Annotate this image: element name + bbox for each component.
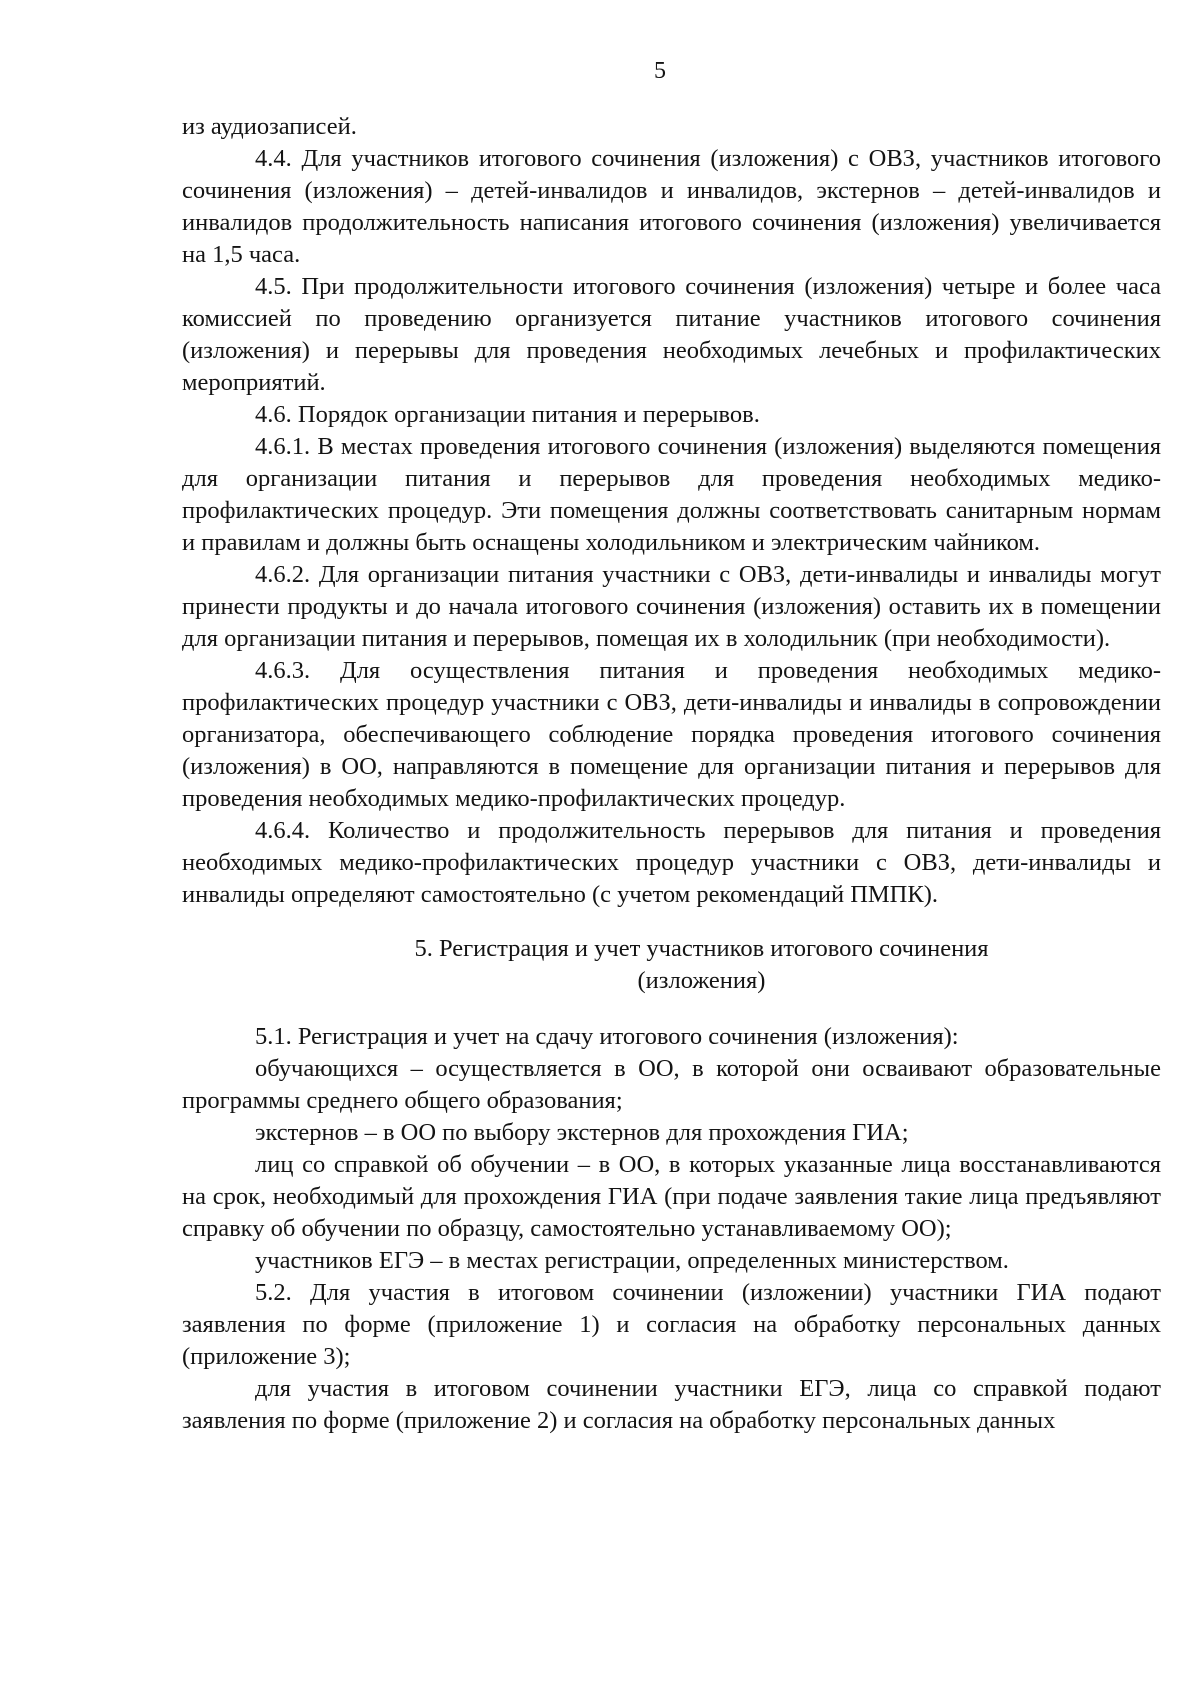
paragraph-4-6-2: 4.6.2. Для организации питания участники с ОВЗ, дети-инвалиды и инвалиды могут принести продукты и до начала итогового сочинения (изложения) оставить их в помещении для организации питания и перерывов, помещая их в холодильник (при необходимости).	[182, 561, 1161, 652]
paragraph-ege-application: для участия в итоговом сочинении участники ЕГЭ, лица со справкой подают заявления по форме (приложение 2) и согласия на обработку персональных данных	[182, 1375, 1161, 1434]
paragraph-5-1: 5.1. Регистрация и учет на сдачу итогового сочинения (изложения):	[255, 1023, 959, 1050]
page-number: 5	[654, 58, 666, 84]
paragraph-ege-participants: участников ЕГЭ – в местах регистрации, определенных министерством.	[255, 1247, 1009, 1274]
section-heading-line-2: (изложения)	[637, 967, 766, 994]
paragraph-4-6: 4.6. Порядок организации питания и перерывов.	[255, 401, 760, 428]
paragraph-certificate-holders: лиц со справкой об обучении – в ОО, в которых указанные лица восстанавливаются на срок, необходимый для прохождения ГИА (при подаче заявления такие лица предъявляют справку об обучении по образцу, самостоятельно устанавливаемому ОО);	[182, 1151, 1161, 1242]
paragraph-5-2: 5.2. Для участия в итоговом сочинении (изложении) участники ГИА подают заявления по форме (приложение 1) и согласия на обработку персональных данных (приложение 3);	[182, 1279, 1161, 1370]
paragraph-4-5: 4.5. При продолжительности итогового сочинения (изложения) четыре и более часа комиссией по проведению организуется питание участников итогового сочинения (изложения) и перерывы для проведения необходимых лечебных и профилактических мероприятий.	[182, 273, 1161, 396]
paragraph-continuation: из аудиозаписей.	[182, 113, 357, 140]
paragraph-4-6-4: 4.6.4. Количество и продолжительность перерывов для питания и проведения необходимых медико-профилактических процедур участники с ОВЗ, дети-инвалиды и инвалиды определяют самостоятельно (с учетом рекомендаций ПМПК).	[182, 817, 1161, 908]
paragraph-students: обучающихся – осуществляется в ОО, в которой они осваивают образовательные программы среднего общего образования;	[182, 1055, 1161, 1114]
section-heading-line-1: 5. Регистрация и учет участников итогового сочинения	[414, 935, 989, 962]
section-heading	[182, 933, 1161, 997]
paragraph-externs: экстернов – в ОО по выбору экстернов для прохождения ГИА;	[255, 1119, 909, 1146]
paragraph-4-4: 4.4. Для участников итогового сочинения (изложения) с ОВЗ, участников итогового сочинения (изложения) – детей-инвалидов и инвалидов, экстернов – детей-инвалидов и инвалидов продолжительность написания итогового сочинения (изложения) увеличивается на 1,5 часа.	[182, 145, 1161, 268]
paragraph-4-6-3: 4.6.3. Для осуществления питания и проведения необходимых медико-профилактических процедур участники с ОВЗ, дети-инвалиды и инвалиды в сопровождении организатора, обеспечивающего соблюдение порядка проведения итогового сочинения (изложения) в ОО, направляются в помещение для организации питания и перерывов для проведения необходимых медико-профилактических процедур.	[182, 657, 1161, 812]
paragraph-4-6-1: 4.6.1. В местах проведения итогового сочинения (изложения) выделяются помещения для организации питания и перерывов для проведения необходимых медико-профилактических процедур. Эти помещения должны соответствовать санитарным нормам и правилам и должны быть оснащены холодильником и электрическим чайником.	[182, 433, 1161, 556]
document-body	[182, 111, 1161, 1437]
